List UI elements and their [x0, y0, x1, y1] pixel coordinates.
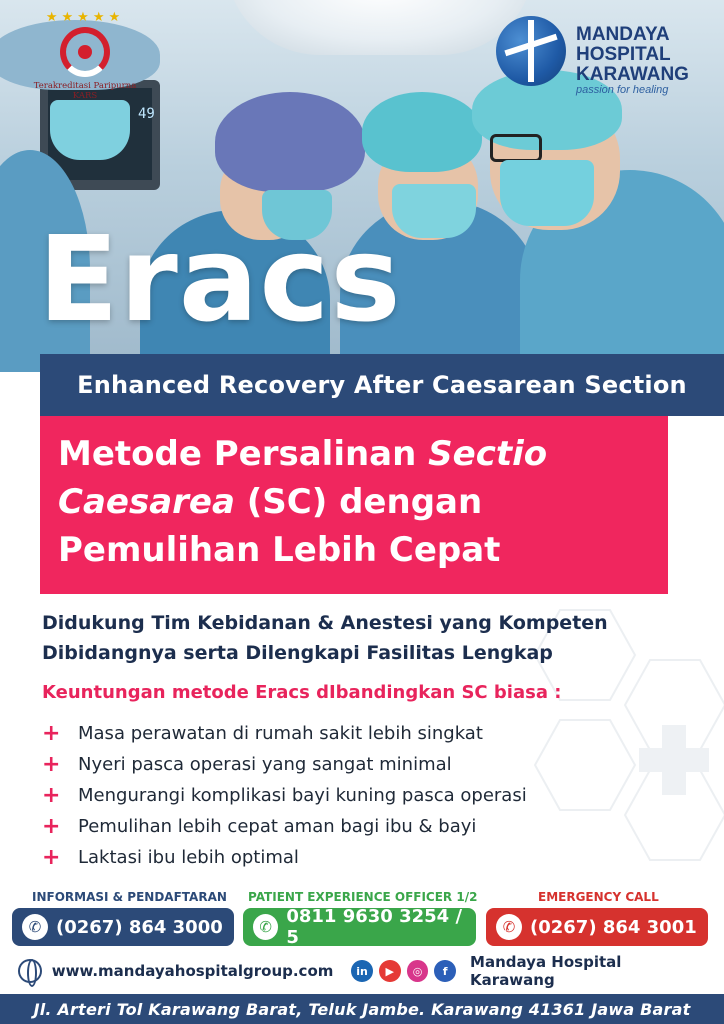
info-number: (0267) 864 3000: [56, 916, 223, 938]
plus-icon: +: [42, 752, 61, 777]
whatsapp-icon: ✆: [253, 914, 278, 940]
officer-label: PATIENT EXPERIENCE OFFICER 1/2: [248, 890, 478, 904]
stars-icon: ★★★★★: [45, 10, 125, 25]
support-line1: Didukung Tim Kebidanan & Anestesi yang Kompeten: [42, 612, 608, 634]
list-item: [42, 780, 527, 811]
monitor-value: 49: [138, 106, 155, 122]
list-item: [42, 842, 527, 873]
headline-part1: Metode Persalinan: [58, 434, 429, 474]
accreditation-badge: [30, 10, 140, 110]
support-text: [42, 608, 608, 668]
website-row: [18, 953, 708, 989]
linkedin-icon[interactable]: in: [351, 960, 373, 982]
surgeon-3-mask: [392, 184, 476, 238]
list-item: [42, 749, 527, 780]
accreditation-body: KARS: [72, 91, 98, 102]
accreditation-text: [30, 81, 140, 101]
benefits-list: [42, 718, 527, 873]
headline-line3: Pemulihan Lebih Cepat: [58, 530, 501, 570]
phone-icon: ✆: [22, 914, 48, 940]
subtitle-band: [40, 354, 724, 416]
benefit-text: Masa perawatan di rumah sakit lebih singkat: [78, 723, 483, 744]
headline-part2: (SC) dengan: [234, 482, 483, 522]
hero-title: Eracs: [38, 210, 402, 348]
headline-box: [40, 416, 668, 594]
info-label: INFORMASI & PENDAFTARAN: [32, 890, 227, 904]
benefits-title: Keuntungan metode Eracs dIbandingkan SC biasa :: [42, 682, 562, 703]
accreditation-label: Terakreditasi Paripurna: [33, 81, 137, 91]
list-item: [42, 718, 527, 749]
plus-icon: +: [42, 814, 61, 839]
subtitle-text: Enhanced Recovery After Caesarean Section: [77, 371, 687, 399]
headline-line2: [58, 478, 668, 526]
globe-icon: [18, 959, 42, 983]
surgeon-2-cap: [215, 92, 365, 192]
surgical-lamp: [225, 0, 535, 55]
officer-number: 0811 9630 3254 / 5: [286, 906, 463, 948]
surgeon-4-mask: [500, 160, 594, 226]
surgeon-4-glasses: [490, 134, 542, 162]
plus-icon: +: [42, 783, 61, 808]
instagram-icon[interactable]: ◎: [407, 960, 429, 982]
plus-icon: +: [42, 721, 61, 746]
website-link[interactable]: www.mandayahospitalgroup.com: [51, 962, 334, 980]
officer-whatsapp-button[interactable]: [243, 908, 476, 946]
kars-seal-icon: [60, 27, 110, 77]
benefit-text: Pemulihan lebih cepat aman bagi ibu & bayi: [78, 816, 477, 837]
hospital-name-line3: KARAWANG: [576, 64, 689, 85]
hospital-tagline: passion for healing: [576, 84, 669, 96]
facebook-icon[interactable]: f: [434, 960, 456, 982]
surgeon-3-cap: [362, 92, 482, 172]
address-footer: [0, 994, 724, 1024]
list-item: [42, 811, 527, 842]
emergency-number: (0267) 864 3001: [530, 916, 697, 938]
hospital-name-line2: HOSPITAL: [576, 44, 671, 65]
support-line2: Dibidangnya serta Dilengkapi Fasilitas Lengkap: [42, 642, 553, 664]
plus-icon: +: [42, 845, 61, 870]
headline-italic1: Sectio: [428, 434, 548, 474]
hospital-logo: [492, 12, 714, 96]
social-handle: Mandaya Hospital Karawang: [470, 953, 622, 989]
headline-italic2: Caesarea: [58, 482, 235, 522]
headline-line1: [58, 430, 668, 478]
emergency-call-button[interactable]: [486, 908, 708, 946]
benefit-text: Laktasi ibu lebih optimal: [78, 847, 299, 868]
benefit-text: Nyeri pasca operasi yang sangat minimal: [78, 754, 452, 775]
address-text: Jl. Arteri Tol Karawang Barat, Teluk Jambe. Karawang 41361 Jawa Barat: [33, 999, 691, 1019]
emergency-label: EMERGENCY CALL: [538, 890, 659, 904]
hospital-name-line1: MANDAYA: [576, 24, 670, 45]
info-call-button[interactable]: [12, 908, 234, 946]
cross-icon: [528, 20, 534, 82]
youtube-icon[interactable]: ▶: [379, 960, 401, 982]
benefit-text: Mengurangi komplikasi bayi kuning pasca operasi: [78, 785, 527, 806]
phone-icon: ✆: [496, 914, 522, 940]
